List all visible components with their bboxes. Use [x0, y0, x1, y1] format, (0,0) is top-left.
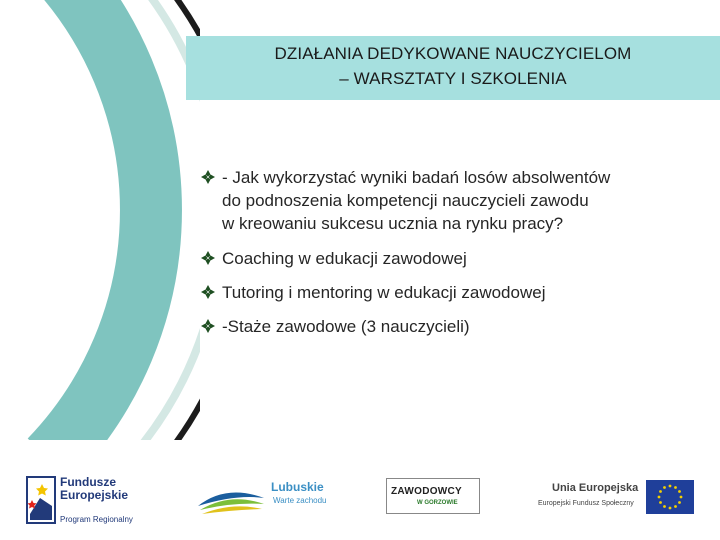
- decorative-arcs: [0, 0, 200, 440]
- bullet-text: Coaching w edukacji zawodowej: [222, 249, 467, 268]
- title-banner: [186, 36, 720, 100]
- fundusze-emblem-icon: [26, 476, 56, 524]
- logos-bar: [0, 460, 720, 540]
- diamond-bullet-icon: [200, 284, 216, 300]
- lubuskie-emblem-icon: [196, 476, 266, 520]
- bullet-list: [200, 166, 700, 348]
- zawodowcy-logo: [386, 478, 480, 514]
- fundusze-europejskie-logo: [26, 470, 156, 530]
- zawodowcy-name: ZAWODOWCY: [391, 486, 463, 497]
- title-line-1: DZIAŁANIA DEDYKOWANE NAUCZYCIELOM: [274, 44, 632, 63]
- lubuskie-name: Lubuskie: [271, 480, 324, 494]
- lubuskie-tagline: Warte zachodu: [273, 496, 327, 505]
- bullet-item: [200, 281, 700, 304]
- zawodowcy-sub: W GORZOWIE: [417, 500, 458, 506]
- bullet-text: Tutoring i mentoring w edukacji zawodowej: [222, 283, 546, 302]
- bullet-text: - Jak wykorzystać wyniki badań losów absolwentów do podnoszenia kompetencji nauczycieli zawodu w kreowaniu sukcesu ucznia na rynku pracy?: [222, 168, 611, 233]
- bullet-text: -Staże zawodowe (3 nauczycieli): [222, 317, 470, 336]
- title-line-2: – WARSZTATY I SZKOLENIA: [339, 69, 567, 88]
- fundusze-name: Fundusze Europejskie: [60, 475, 129, 502]
- bullet-item: [200, 166, 700, 235]
- fundusze-program: Program Regionalny: [60, 515, 133, 524]
- bullet-item: [200, 247, 700, 270]
- bullet-item: [200, 315, 700, 338]
- diamond-bullet-icon: [200, 318, 216, 334]
- ue-name: Unia Europejska: [552, 482, 639, 494]
- unia-europejska-logo: [536, 478, 698, 518]
- ue-fund: Europejski Fundusz Społeczny: [538, 500, 634, 507]
- lubuskie-logo: [196, 474, 336, 522]
- diamond-bullet-icon: [200, 169, 216, 185]
- eu-flag-icon: [646, 480, 694, 514]
- diamond-bullet-icon: [200, 250, 216, 266]
